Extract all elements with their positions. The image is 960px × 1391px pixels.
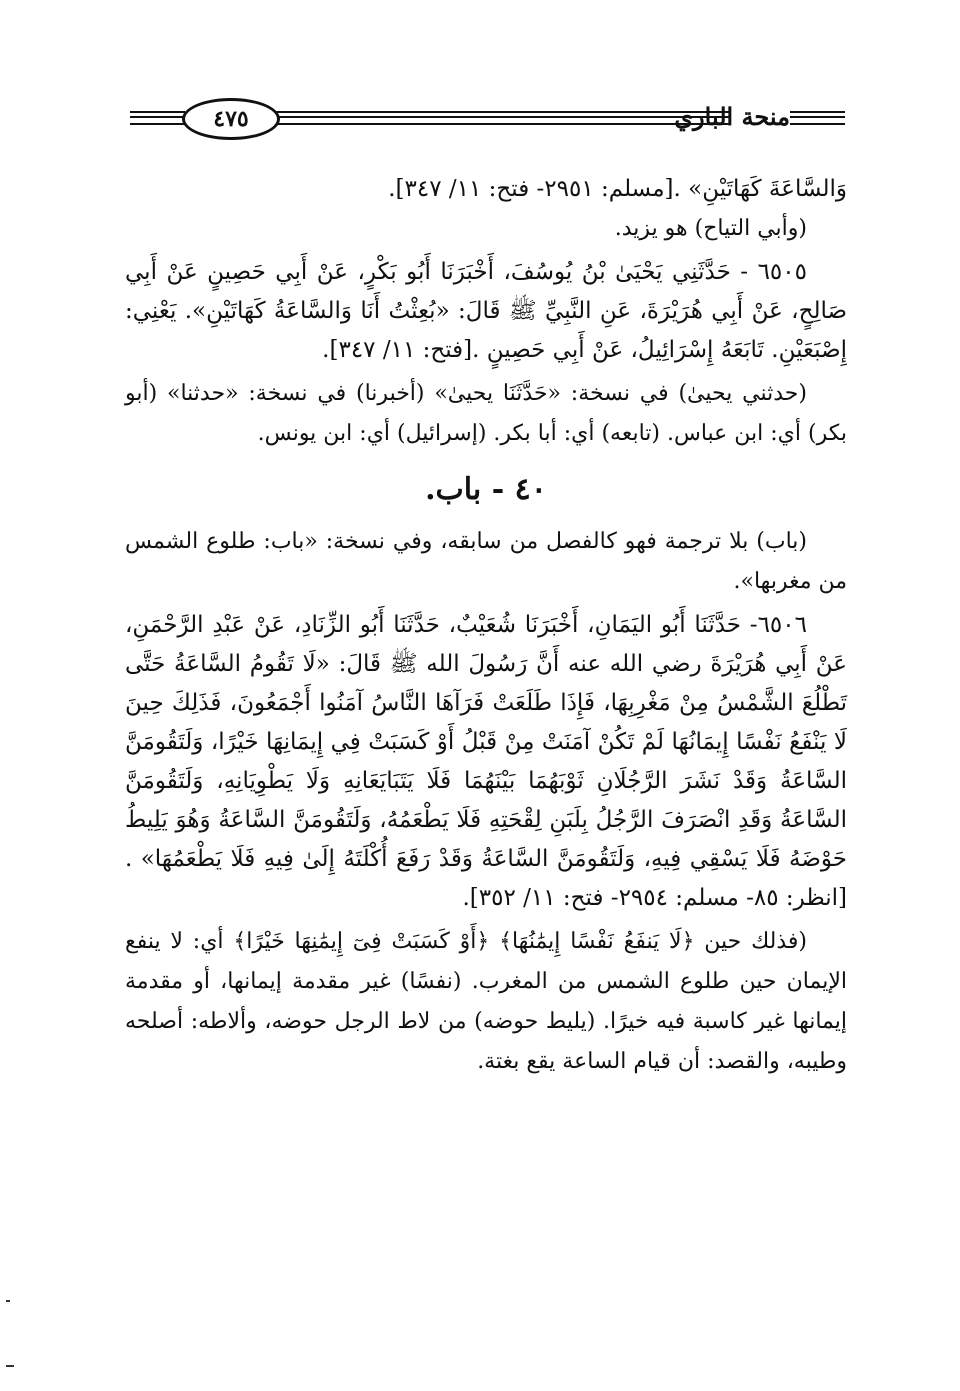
commentary-paragraph: (وأبي التياح) هو يزيد. xyxy=(614,216,807,241)
hadith-6505: ٦٥٠٥ - حَدَّثَنِي يَحْيَىٰ بْنُ يُوسُفَ، أَخْبَرَنَا أَبُو بَكْرٍ، عَنْ أَبِي حَصِينٍ عَنْ أَبِي صَالِحٍ، عَنْ أَبِي هُرَيْرَةَ، عَنِ النَّبِيِّ ﷺ قَالَ: «بُعِثْتُ أَنَا وَالسَّاعَةُ كَهَاتَيْنِ». يَعْنِي: إِصْبَعَيْنِ. تَابَعَهُ إِسْرَائِيلُ، عَنْ أَبِي حَصِينٍ .[فتح: ١١/ ٣٤٧]. xyxy=(125,259,847,363)
page-body xyxy=(125,170,847,1082)
commentary-paragraph: (حدثني يحيىٰ) في نسخة: «حَدَّثَنَا يحيىٰ» (أخبرنا) في نسخة: «حدثنا» (أبو بكر) أي: ابن عباس. (تابعه) أي: أبا بكر. (إسرائيل) أي: ابن يونس. xyxy=(125,381,847,446)
page-number: ٤٧٥ xyxy=(182,98,280,140)
page-header xyxy=(130,96,850,146)
running-title: منحة الباري xyxy=(674,102,790,131)
header-rule-right xyxy=(790,111,845,125)
scan-mark xyxy=(6,1300,10,1302)
section-heading: ٤٠ - باب. xyxy=(425,472,547,507)
commentary-paragraph: (باب) بلا ترجمة فهو كالفصل من سابقه، وفي نسخة: «باب: طلوع الشمس من مغربها». xyxy=(125,529,847,594)
header-rule-left xyxy=(130,111,185,125)
commentary-paragraph: (فذلك حين ﴿لَا يَنفَعُ نَفْسًا إِيمَٰنُهَا﴾ ﴿أَوْ كَسَبَتْ فِىٓ إِيمَٰنِهَا خَيْرًا﴾ أي: لا ينفع الإيمان حين طلوع الشمس من المغرب. (نفسًا) غير مقدمة إيمانها، أو مقدمة إيمانها غير كاسبة فيه خيرًا. (يليط حوضه) من لاط الرجل حوضه، وألاطه: أصلحه وطيبه، والقصد: أن قيام الساعة يقع بغتة. xyxy=(125,929,847,1074)
scan-mark xyxy=(6,1365,14,1367)
hadith-continuation: وَالسَّاعَةَ كَهَاتَيْنِ» .[مسلم: ٢٩٥١- فتح: ١١/ ٣٤٧]. xyxy=(388,176,847,202)
hadith-6506: ٦٥٠٦- حَدَّثَنَا أَبُو اليَمَانِ، أَخْبَرَنَا شُعَيْبٌ، حَدَّثَنَا أَبُو الزِّنَادِ، عَنْ عَبْدِ الرَّحْمَنِ، عَنْ أَبِي هُرَيْرَةَ رضي الله عنه أَنَّ رَسُولَ الله ﷺ قَالَ: «لَا تَقُومُ السَّاعَةُ حَتَّى تَطْلُعَ الشَّمْسُ مِنْ مَغْرِبِهَا، فَإِذَا طَلَعَتْ فَرَآهَا النَّاسُ آمَنُوا أَجْمَعُونَ، فَذَلِكَ حِينَ لَا يَنْفَعُ نَفْسًا إِيمَانُهَا لَمْ تَكُنْ آمَنَتْ مِنْ قَبْلُ أَوْ كَسَبَتْ فِي إِيمَانِهَا خَيْرًا، وَلَتَقُومَنَّ السَّاعَةُ وَقَدْ نَشَرَ الرَّجُلَانِ ثَوْبَهُمَا بَيْنَهُمَا فَلَا يَتَبَايَعَانِهِ وَلَا يَطْوِيَانِهِ، وَلَتَقُومَنَّ السَّاعَةُ وَقَدِ انْصَرَفَ الرَّجُلُ بِلَبَنِ لِقْحَتِهِ فَلَا يَطْعَمُهُ، وَلَتَقُومَنَّ السَّاعَةُ وَهُوَ يَلِيطُ حَوْضَهُ فَلَا يَسْقِي فِيهِ، وَلَتَقُومَنَّ السَّاعَةُ وَقَدْ رَفَعَ أُكْلَتَهُ إِلَىٰ فِيهِ فَلَا يَطْعَمُهَا» .[انظر: ٨٥- مسلم: ٢٩٥٤- فتح: ١١/ ٣٥٢]. xyxy=(125,612,847,911)
header-rule-middle xyxy=(270,111,730,125)
